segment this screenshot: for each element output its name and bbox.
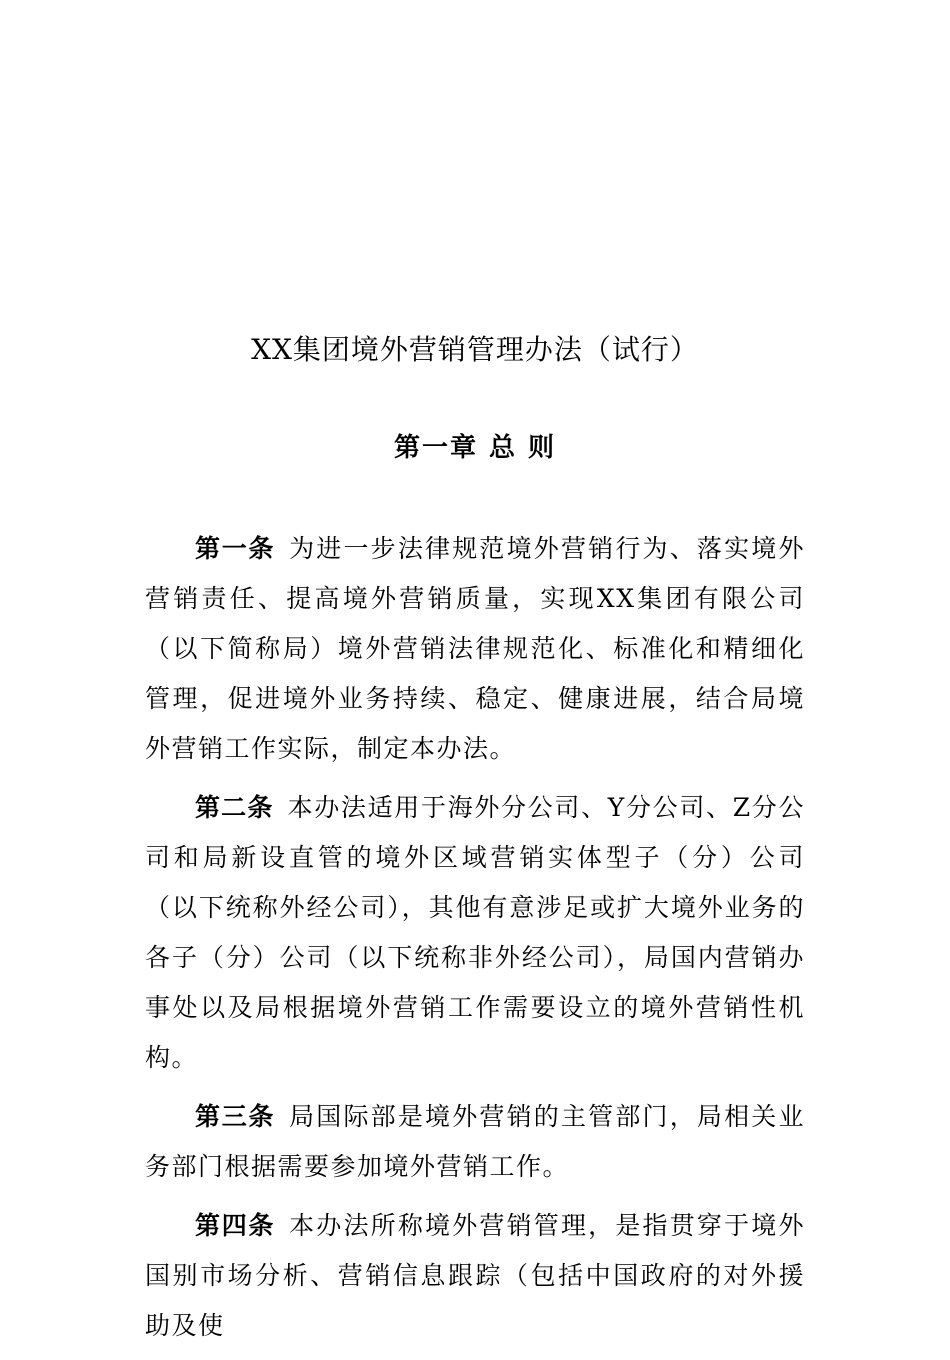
- article-text: 本办法所称境外营销管理，是指贯穿于境外国别市场分析、营销信息跟踪（包括中国政府的对外援助及使: [145, 1211, 805, 1340]
- article-number: 第二条: [195, 793, 274, 822]
- article-text: 局国际部是境外营销的主管部门，局相关业务部门根据需要参加境外营销工作。: [145, 1102, 805, 1181]
- article-text: 本办法适用于海外分公司、Y分公司、Z分公司和局新设直管的境外区域营销实体型子（分）公司（以下统称外经公司），其他有意涉足或扩大境外业务的各子（分）公司（以下统称非外经公司），局国内营销办事处以及局根据境外营销工作需要设立的境外营销性机构。: [145, 793, 805, 1072]
- article-number: 第四条: [195, 1211, 276, 1240]
- article-4: [145, 1201, 805, 1351]
- document-title: XX集团境外营销管理办法（试行）: [251, 333, 699, 366]
- article-2: [145, 783, 805, 1083]
- article-number: 第三条: [195, 1102, 276, 1131]
- article-number: 第一条: [195, 534, 276, 563]
- article-text: 为进一步法律规范境外营销行为、落实境外营销责任、提高境外营销质量，实现XX集团有限公司（以下简称局）境外营销法律规范化、标准化和精细化管理，促进境外业务持续、稳定、健康进展，结合局境外营销工作实际，制定本办法。: [145, 534, 805, 763]
- article-1: [145, 524, 805, 774]
- document-body: [145, 524, 805, 1360]
- chapter-heading: 第一章 总 则: [393, 433, 557, 463]
- article-3: [145, 1092, 805, 1192]
